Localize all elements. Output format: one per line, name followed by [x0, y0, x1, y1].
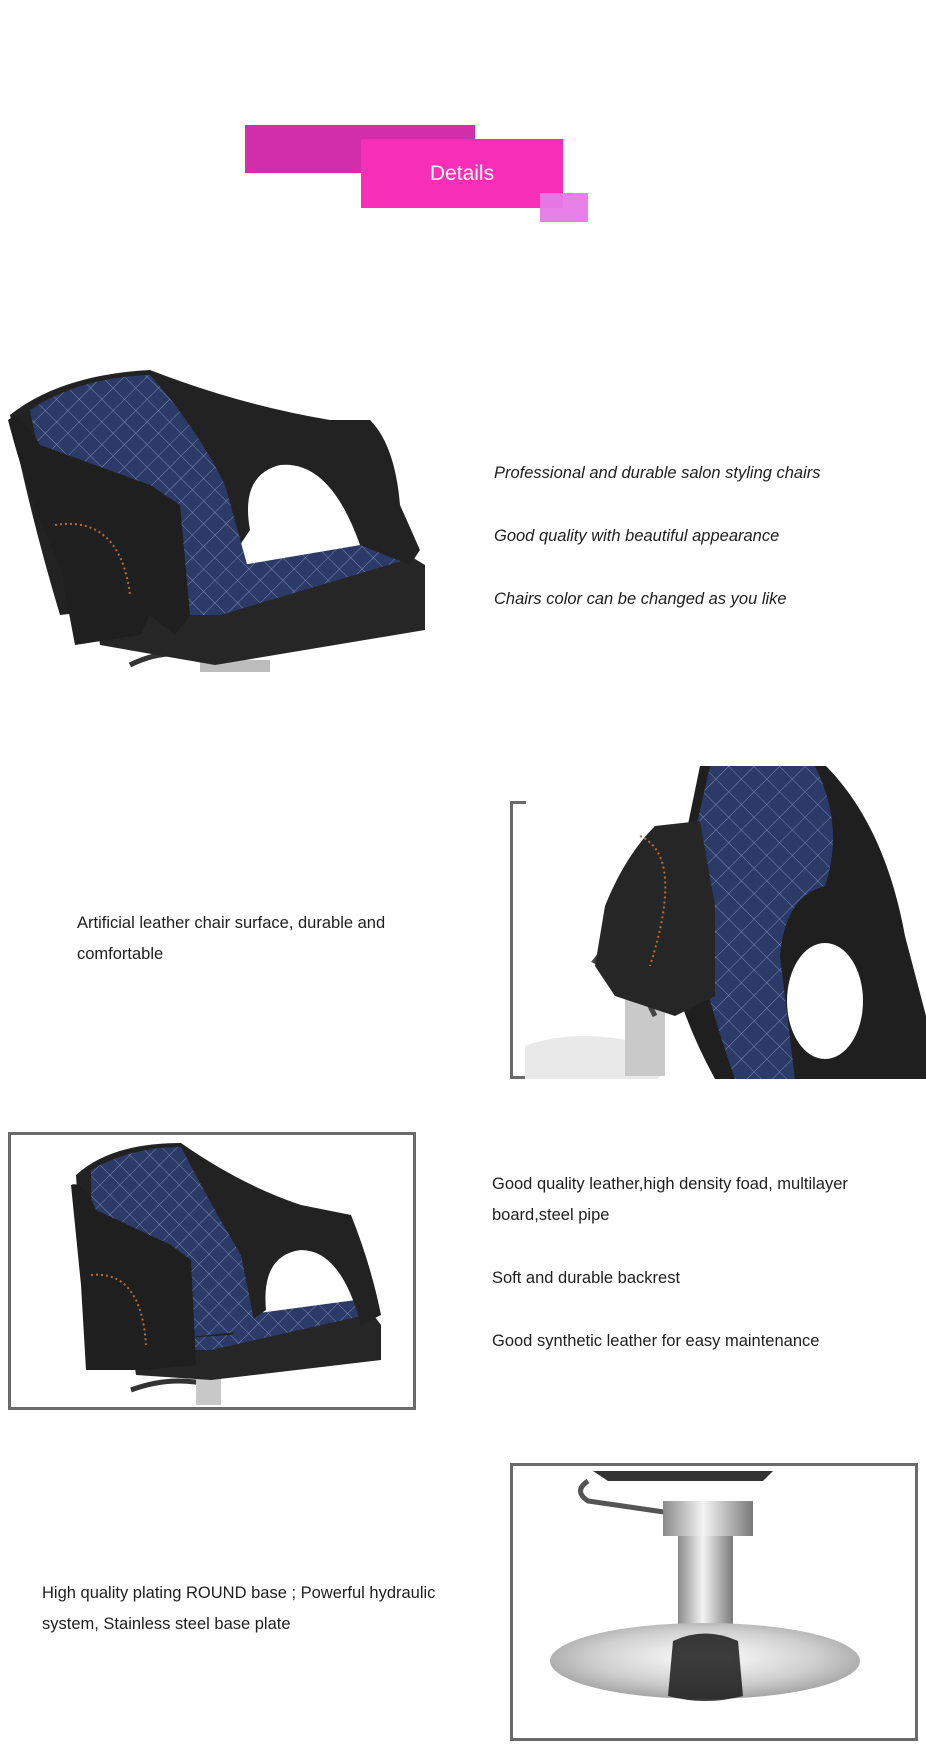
material-text-2: board,steel pipe	[492, 1206, 610, 1224]
base-text-1: High quality plating ROUND base ; Powerful hydraulic	[42, 1584, 436, 1602]
surface-text-1: Artificial leather chair surface, durable and	[77, 914, 386, 932]
chair-image-1	[0, 365, 440, 680]
chair-image-3-frame	[8, 1132, 416, 1410]
chair-image-2	[525, 766, 926, 1079]
base-text-2: system, Stainless steel base plate	[42, 1615, 291, 1633]
feature-text-2: Good quality with beautiful appearance	[494, 527, 780, 545]
backrest-text: Soft and durable backrest	[492, 1269, 681, 1287]
chair-base-image-frame	[510, 1463, 918, 1741]
chair-closeup-frame	[510, 801, 526, 1079]
surface-text-2: comfortable	[77, 945, 164, 963]
maintenance-text: Good synthetic leather for easy maintenance	[492, 1332, 820, 1350]
banner-front-bar	[361, 139, 563, 208]
details-title: Details	[429, 161, 495, 185]
feature-text-1: Professional and durable salon styling chairs	[494, 464, 821, 482]
material-text-1: Good quality leather,high density foad, multilayer	[492, 1175, 848, 1193]
banner-accent-square	[540, 193, 588, 222]
feature-text-3: Chairs color can be changed as you like	[494, 590, 787, 608]
